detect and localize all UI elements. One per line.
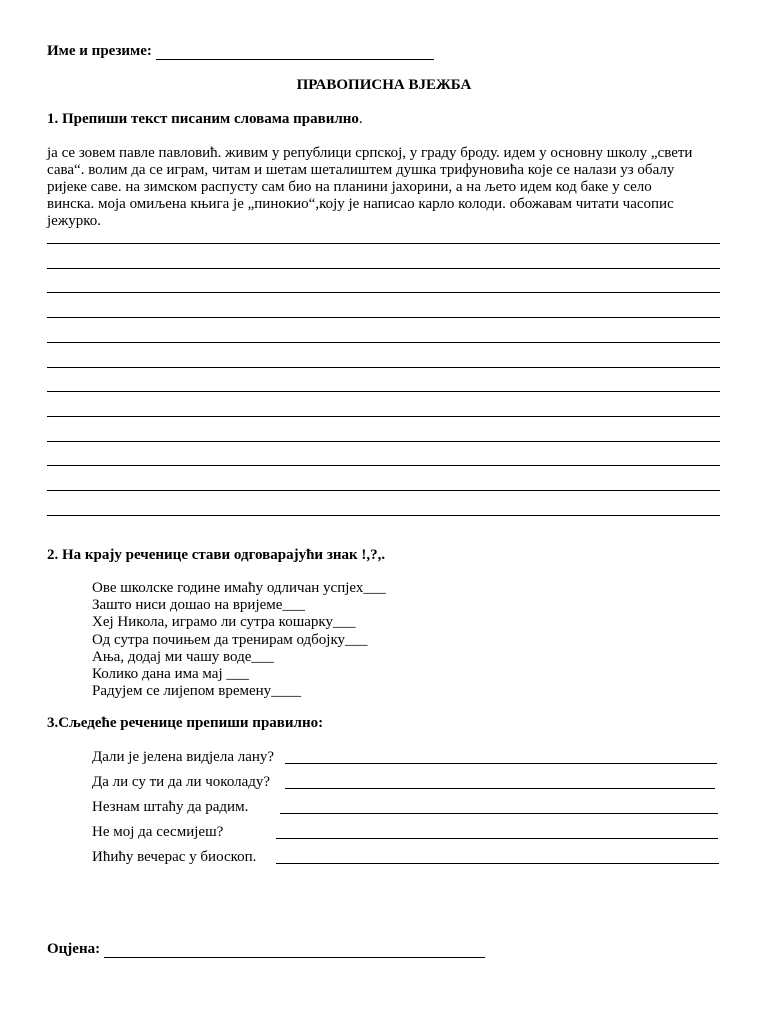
name-blank-line [156,45,434,60]
task3-answer-line [285,763,717,764]
task3-row [92,749,722,769]
task3-answer-line [280,813,718,814]
task3-heading: 3.Сљедеће реченице препиши правилно: [47,715,324,731]
writing-line [47,317,720,318]
task2-sentence: Хеј Никола, играмо ли сутра кошарку___ [92,614,356,631]
task2-heading: 2. На крају реченице стави одговарајући знак !,?,. [47,547,386,563]
writing-line [47,416,720,417]
writing-line [47,391,720,392]
task1-heading-end: . [358,111,363,127]
name-field [47,43,434,60]
task3-answer-line [276,838,718,839]
task3-row [92,824,722,844]
task3-sentence: Ићићу вечерас у биоскоп. [92,849,257,865]
writing-line [47,465,720,466]
task3-sentence: Дали је јелена видјела лану? [92,749,275,765]
writing-line [47,243,720,244]
task1-heading [47,111,363,128]
task2-sentence: Радујем се лијепом времену____ [92,683,302,700]
task3-answer-line [276,863,719,864]
writing-line [47,515,720,516]
paragraph-line: винска. моја омиљена књига је „пинокио“,коју је написао карло колоди. обожавам читати часопис [47,196,674,212]
task3-sentence: Незнам штаћу да радим. [92,799,249,815]
grade-field [47,941,485,958]
page-title: ПРАВОПИСНА ВЈЕЖБА [296,77,472,93]
task1-paragraph [47,145,727,230]
writing-line [47,342,720,343]
paragraph-line: ја се зовем павле павловић. живим у републици српској, у граду броду. идем у основну школу „свети [47,145,693,161]
paragraph-line: јежурко. [47,213,101,229]
task2-sentences [92,580,386,700]
task3-row [92,849,722,869]
grade-label: Оцјена: [47,941,101,957]
task1-heading-text: 1. Препиши текст писаним словама правилно [47,111,359,127]
writing-line [47,490,720,491]
grade-blank-line [104,943,485,958]
task3-sentence: Не мој да сесмијеш? [92,824,224,840]
writing-line [47,367,720,368]
task2-sentence: Ове школске године имаћу одличан успјех___ [92,580,386,596]
writing-line [47,292,720,293]
task3-row [92,774,722,794]
task2-sentence: Ања, додај ми чашу воде___ [92,648,274,665]
task2-sentence: Од сутра почињем да тренирам одбојку___ [92,631,368,648]
task2-sentence: Зашто ниси дошао на вријеме___ [92,597,305,614]
paragraph-line: ријеке саве. на зимском распусту сам био на планини јахорини, а на љето идем код баке у село [47,179,652,195]
name-label: Име и презиме: [47,43,152,59]
task2-sentence: Колико дана има мај ___ [92,666,249,683]
task3-answer-line [285,788,715,789]
paragraph-line: сава“. волим да се играм, читам и шетам шеталиштем душка трифуновића које се налази уз обалу [47,162,675,178]
task3-row [92,799,722,819]
task3-sentence: Да ли су ти да ли чоколаду? [92,774,271,790]
writing-line [47,441,720,442]
writing-line [47,268,720,269]
